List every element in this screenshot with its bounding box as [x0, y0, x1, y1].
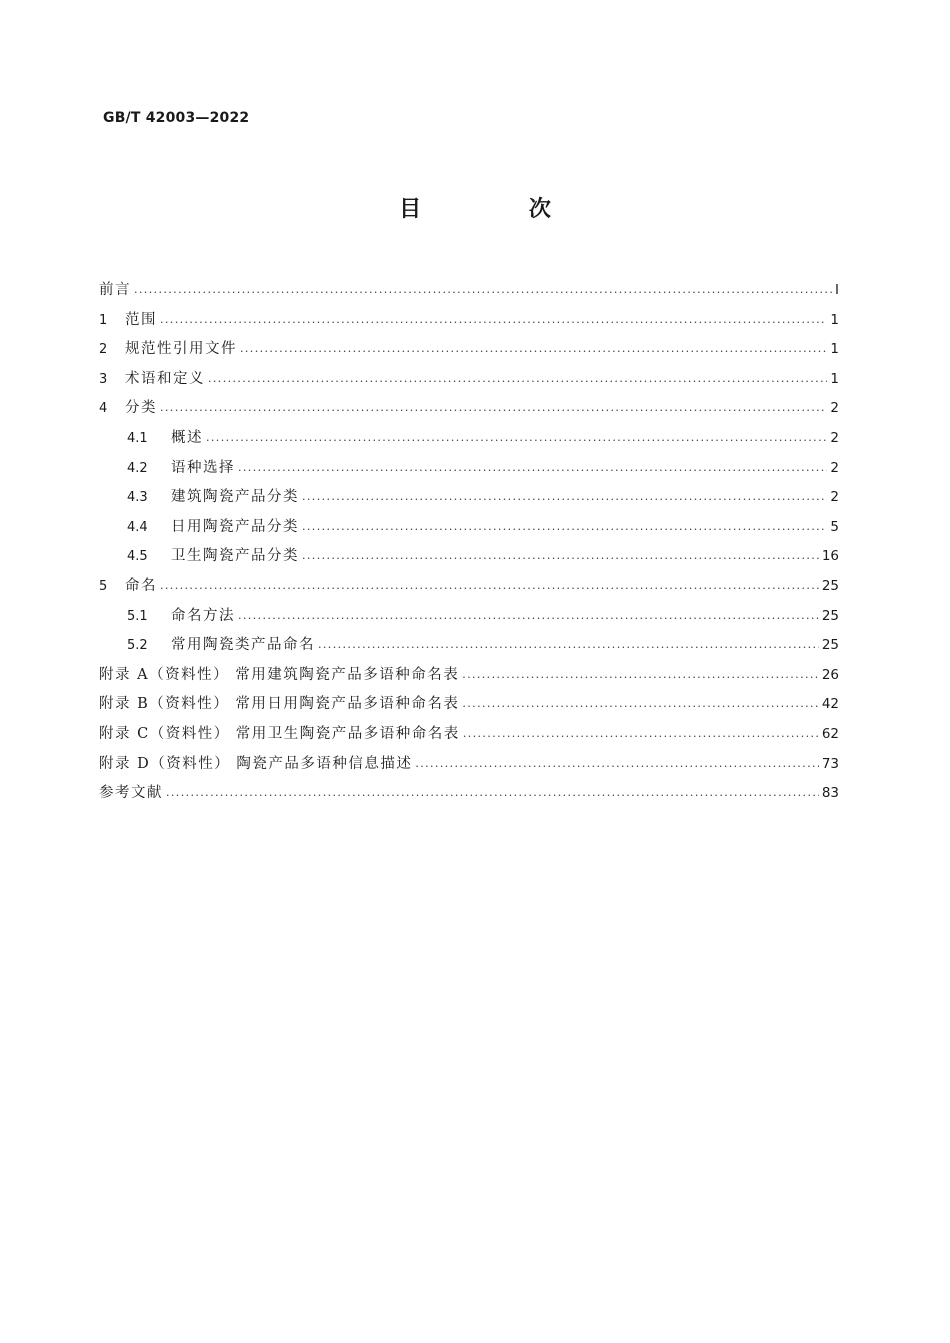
toc-leader-dots — [208, 368, 827, 383]
toc-entry-page: 42 — [821, 696, 839, 713]
toc-entry-text: 卫生陶瓷产品分类 — [171, 548, 299, 565]
toc-entry[interactable] — [99, 515, 839, 545]
toc-entry-number: 5.2 — [127, 638, 148, 654]
toc-entry-page: 73 — [821, 755, 839, 772]
toc-entry[interactable] — [99, 337, 839, 367]
toc-entry-number: 5 — [99, 578, 108, 594]
toc-entry-page: 1 — [830, 341, 839, 358]
toc-entry-label — [99, 663, 459, 684]
toc-entry[interactable] — [99, 781, 839, 811]
toc-entry-page: 2 — [830, 459, 839, 476]
toc-leader-dots — [160, 575, 819, 590]
toc-entry[interactable] — [99, 367, 839, 397]
toc-entry-page: 1 — [830, 311, 839, 328]
toc-entry[interactable] — [99, 396, 839, 426]
toc-entry-text: 附录 A（资料性） 常用建筑陶瓷产品多语种命名表 — [99, 666, 460, 683]
toc-entry[interactable] — [99, 604, 839, 634]
toc-entry-label — [99, 396, 157, 417]
toc-entry-number: 4.3 — [127, 490, 148, 506]
toc-entry-number: 4.4 — [127, 519, 148, 535]
toc-title: 目 次 — [399, 197, 601, 222]
toc-entry-page: 26 — [821, 666, 839, 683]
toc-entry-text: 范围 — [125, 311, 157, 328]
toc-entry-label — [99, 781, 163, 802]
toc-leader-dots — [302, 516, 827, 531]
toc-entry-page: 83 — [821, 785, 839, 802]
toc-entry[interactable] — [99, 574, 839, 604]
toc-entry-page: 25 — [821, 577, 839, 594]
toc-entry-text: 附录 B（资料性） 常用日用陶瓷产品多语种命名表 — [99, 696, 460, 713]
toc-entry-label — [127, 485, 299, 506]
toc-entry-label — [99, 337, 237, 358]
toc-entry[interactable] — [99, 752, 839, 782]
toc-leader-dots — [240, 339, 827, 354]
toc-entry-page: 5 — [830, 518, 839, 535]
toc-leader-dots — [318, 635, 819, 650]
toc-leader-dots — [134, 280, 832, 295]
toc-entry-text: 术语和定义 — [125, 370, 205, 387]
toc-entry-text: 日用陶瓷产品分类 — [171, 518, 299, 535]
toc-entry[interactable] — [99, 485, 839, 515]
toc-entry-number: 5.1 — [127, 608, 148, 624]
toc-entry-label — [99, 278, 131, 299]
toc-entry-text: 附录 D（资料性） 陶瓷产品多语种信息描述 — [99, 755, 413, 772]
toc-leader-dots — [160, 309, 827, 324]
toc-entry-text: 参考文献 — [99, 785, 163, 802]
toc-entry-text: 规范性引用文件 — [125, 341, 237, 358]
toc-entry-label — [99, 692, 459, 713]
toc-leader-dots — [302, 546, 819, 561]
toc-entry[interactable] — [99, 456, 839, 486]
toc-entry-text: 前言 — [99, 282, 131, 298]
toc-entry-label — [127, 633, 315, 654]
toc-leader-dots — [462, 694, 818, 709]
toc-entry-page: 2 — [830, 400, 839, 417]
toc-entry-label — [99, 722, 460, 743]
toc-entry-text: 建筑陶瓷产品分类 — [171, 489, 299, 506]
toc-entry[interactable] — [99, 308, 839, 338]
toc-entry-label — [99, 367, 205, 388]
toc-entry-text: 命名 — [125, 577, 157, 594]
toc-entry-text: 附录 C（资料性） 常用卫生陶瓷产品多语种命名表 — [99, 725, 460, 742]
toc-entry-label — [99, 308, 157, 329]
toc-leader-dots — [462, 664, 819, 679]
toc-entry-number: 4 — [99, 401, 108, 417]
toc-leader-dots — [238, 605, 819, 620]
toc-entry-label — [127, 544, 299, 565]
toc-entry[interactable] — [99, 278, 839, 308]
toc-entry-label — [99, 752, 412, 773]
toc-entry-number: 4.5 — [127, 549, 148, 565]
toc-entry[interactable] — [99, 663, 839, 693]
toc-entry-label — [99, 574, 157, 595]
toc-entry[interactable] — [99, 544, 839, 574]
toc-entry-text: 常用陶瓷类产品命名 — [171, 637, 315, 654]
toc-leader-dots — [160, 398, 827, 413]
toc-entry-page: 2 — [830, 429, 839, 446]
toc-leader-dots — [238, 457, 827, 472]
toc-leader-dots — [166, 783, 819, 798]
toc-entry[interactable] — [99, 426, 839, 456]
toc-leader-dots — [302, 487, 827, 502]
toc-entry-text: 概述 — [171, 429, 203, 446]
toc-entry-page: 25 — [821, 607, 839, 624]
toc-entry-text: 分类 — [125, 400, 157, 417]
toc-entry-text: 语种选择 — [171, 459, 235, 476]
toc-entry-number: 3 — [99, 371, 108, 387]
table-of-contents — [99, 278, 839, 811]
toc-entry-number: 2 — [99, 342, 108, 358]
toc-entry-page: 16 — [821, 548, 839, 565]
toc-entry-number: 1 — [99, 312, 108, 328]
toc-entry-page: 62 — [821, 725, 839, 742]
toc-leader-dots — [463, 723, 819, 738]
toc-entry-text: 命名方法 — [171, 607, 235, 624]
toc-entry-page: I — [835, 282, 839, 298]
toc-entry-page: 1 — [830, 370, 839, 387]
toc-entry-label — [127, 426, 203, 447]
toc-leader-dots — [415, 753, 818, 768]
toc-entry-page: 25 — [821, 637, 839, 654]
standard-code: GB/T 42003—2022 — [103, 110, 250, 126]
toc-leader-dots — [206, 427, 827, 442]
toc-entry[interactable] — [99, 692, 839, 722]
toc-entry-label — [127, 515, 299, 536]
toc-entry-label — [127, 456, 235, 477]
toc-entry[interactable] — [99, 633, 839, 663]
toc-entry[interactable] — [99, 722, 839, 752]
toc-entry-label — [127, 604, 235, 625]
toc-entry-page: 2 — [830, 489, 839, 506]
toc-entry-number: 4.1 — [127, 430, 148, 446]
toc-entry-number: 4.2 — [127, 460, 148, 476]
